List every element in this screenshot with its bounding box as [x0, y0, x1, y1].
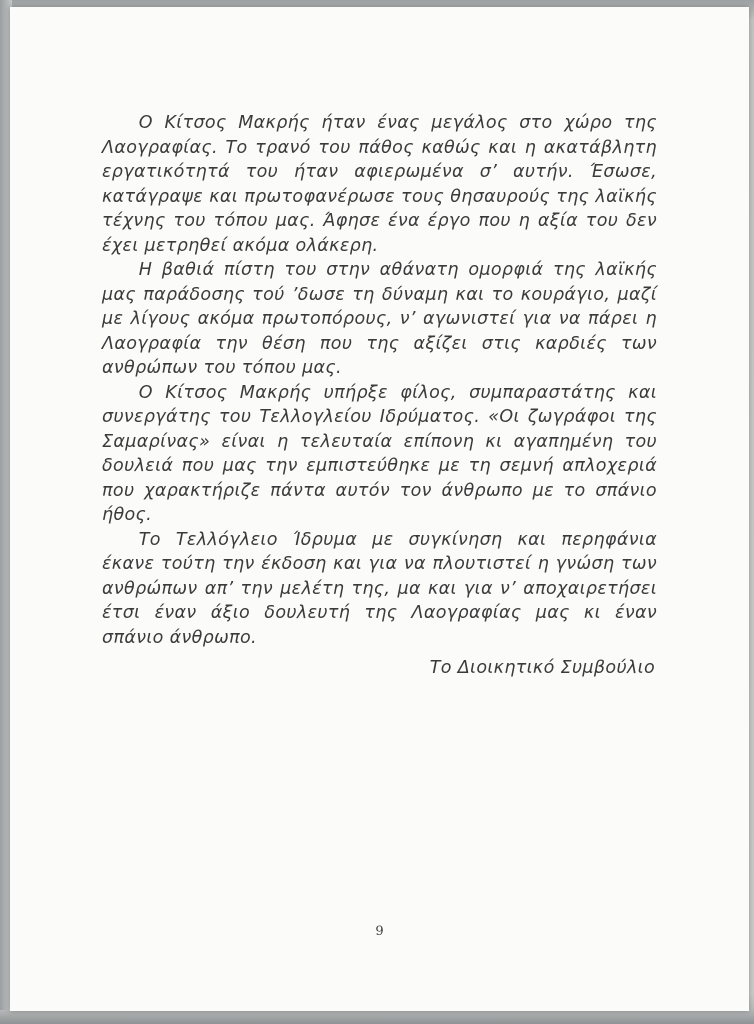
paragraph-4: Το Τελλόγλειο Ίδρυμα με συγκίνηση και περηφάνια έκανε τούτη την έκδοση και για να πλουτιστεί η γνώση των ανθρώπων απ’ την μελέτη της, μα και για ν’ αποχαιρετήσει έτσι έναν άξιο δουλευτή της Λαογραφίας μας κι έναν σπάνιο άνθρωπο.	[102, 529, 657, 648]
signature-line: Το Διοικητικό Συμβούλιο	[429, 658, 655, 678]
page-sheet	[10, 7, 749, 1011]
paragraph-3: Ο Κίτσος Μακρής υπήρξε φίλος, συμπαραστάτης και συνεργάτης του Τελλογλείου Ιδρύματος. «Οι ζωγράφοι της Σαμαρίνας» είναι η τελευταία επίπονη κι αγαπημένη του δουλειά που μας την εμπιστεύθηκε με τη σεμνή απλοχεριά που χαρακτήριζε πάντα αυτόν τον άνθρωπο με το σπάνιο ήθος.	[102, 382, 657, 525]
page-number: 9	[375, 924, 384, 939]
paragraph-1: Ο Κίτσος Μακρής ήταν ένας μεγάλος στο χώρο της Λαογραφίας. Το τρανό του πάθος καθώς και η ακατάβλητη εργατικότητά του ήταν αφιερωμένα σ’ αυτήν. Έσωσε, κατάγραψε και πρωτοφανέρωσε τους θησαυρούς της λαϊκής τέχνης του τόπου μας. Άφησε ένα έργο που η αξία του δεν έχει μετρηθεί ακόμα ολάκερη.	[102, 113, 657, 256]
paragraph-2: Η βαθιά πίστη του στην αθάνατη ομορφιά της λαϊκής μας παράδοσης τού ’δωσε τη δύναμη και το κουράγιο, μαζί με λίγους ακόμα πρωτοπόρους, ν’ αγωνιστεί για να πάρει η Λαογραφία την θέση που της αξίζει στις καρδιές των ανθρώπων του τόπου μας.	[102, 260, 657, 378]
text-block	[102, 111, 657, 681]
